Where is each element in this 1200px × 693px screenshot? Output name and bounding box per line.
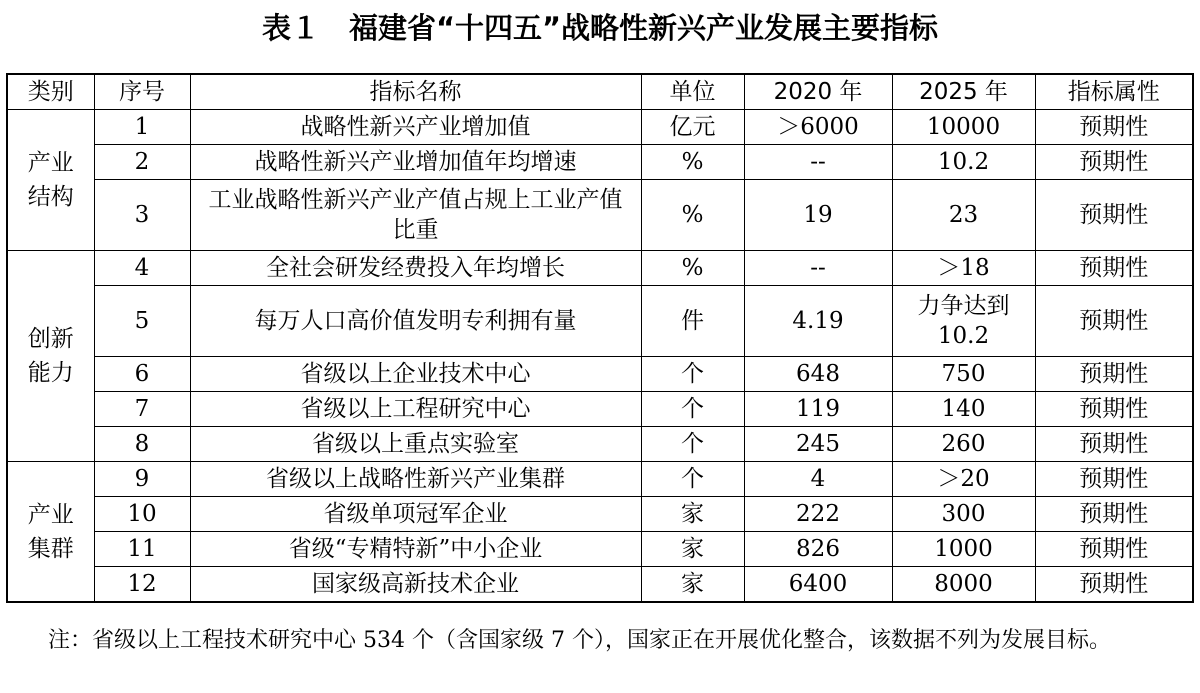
attribute-cell: 预期性 <box>1035 567 1193 603</box>
value-2025: 10.2 <box>892 145 1035 180</box>
unit-cell: 个 <box>641 427 744 462</box>
unit-cell: 个 <box>641 357 744 392</box>
value-2025: 1000 <box>892 532 1035 567</box>
table-row <box>7 145 1193 180</box>
table-note: 注：省级以上工程技术研究中心 534 个（含国家级 7 个），国家正在开展优化整合，该数据不列为发展目标。 <box>48 628 1111 653</box>
value-2020: 648 <box>744 357 892 392</box>
unit-cell: 个 <box>641 392 744 427</box>
table-row <box>7 392 1193 427</box>
row-number: 8 <box>94 427 190 462</box>
attribute-cell: 预期性 <box>1035 497 1193 532</box>
attribute-cell: 预期性 <box>1035 532 1193 567</box>
row-number: 6 <box>94 357 190 392</box>
value-2025: 23 <box>892 180 1035 251</box>
unit-cell: 亿元 <box>641 110 744 145</box>
category-cell <box>7 251 94 462</box>
unit-cell: % <box>641 251 744 286</box>
row-number: 12 <box>94 567 190 603</box>
table-row <box>7 427 1193 462</box>
value-2025: 8000 <box>892 567 1035 603</box>
attribute-cell: 预期性 <box>1035 286 1193 357</box>
indicator-name: 省级以上工程研究中心 <box>190 392 641 427</box>
header-attribute: 指标属性 <box>1035 74 1193 110</box>
row-number: 10 <box>94 497 190 532</box>
table-row <box>7 567 1193 603</box>
attribute-cell: 预期性 <box>1035 180 1193 251</box>
category-label: 产业 集群 <box>27 501 74 562</box>
row-number: 3 <box>94 180 190 251</box>
indicator-name: 省级单项冠军企业 <box>190 497 641 532</box>
table-header-row <box>7 74 1193 110</box>
indicator-table <box>6 73 1194 603</box>
unit-cell: % <box>641 180 744 251</box>
unit-cell: 个 <box>641 462 744 497</box>
value-2020: 119 <box>744 392 892 427</box>
table-row <box>7 180 1193 251</box>
value-2025: 750 <box>892 357 1035 392</box>
table-row <box>7 251 1193 286</box>
attribute-cell: 预期性 <box>1035 110 1193 145</box>
unit-cell: 件 <box>641 286 744 357</box>
header-unit: 单位 <box>641 74 744 110</box>
unit-cell: 家 <box>641 497 744 532</box>
value-2025: ＞18 <box>892 251 1035 286</box>
row-number: 7 <box>94 392 190 427</box>
table-row <box>7 286 1193 357</box>
value-2020: -- <box>744 145 892 180</box>
attribute-cell: 预期性 <box>1035 427 1193 462</box>
header-number: 序号 <box>94 74 190 110</box>
value-2020: 826 <box>744 532 892 567</box>
indicator-name: 省级“专精特新”中小企业 <box>190 532 641 567</box>
category-cell <box>7 110 94 251</box>
header-2020: 2020 年 <box>744 74 892 110</box>
table-title: 表１ 福建省“十四五”战略性新兴产业发展主要指标 <box>261 11 939 45</box>
value-2025: 260 <box>892 427 1035 462</box>
row-number: 1 <box>94 110 190 145</box>
attribute-cell: 预期性 <box>1035 357 1193 392</box>
table-row <box>7 357 1193 392</box>
row-number: 11 <box>94 532 190 567</box>
table-row <box>7 497 1193 532</box>
category-label: 产业 结构 <box>27 150 74 210</box>
table-row <box>7 532 1193 567</box>
indicator-name: 省级以上重点实验室 <box>190 427 641 462</box>
table-row <box>7 110 1193 145</box>
attribute-cell: 预期性 <box>1035 251 1193 286</box>
attribute-cell: 预期性 <box>1035 462 1193 497</box>
indicator-name: 省级以上企业技术中心 <box>190 357 641 392</box>
indicator-name: 战略性新兴产业增加值 <box>190 110 641 145</box>
row-number: 5 <box>94 286 190 357</box>
unit-cell: % <box>641 145 744 180</box>
header-indicator-name: 指标名称 <box>190 74 641 110</box>
row-number: 2 <box>94 145 190 180</box>
indicator-name: 战略性新兴产业增加值年均增速 <box>190 145 641 180</box>
value-2020: 245 <box>744 427 892 462</box>
indicator-name: 全社会研发经费投入年均增长 <box>190 251 641 286</box>
value-2025: 力争达到10.2 <box>892 286 1035 357</box>
header-category: 类别 <box>7 74 94 110</box>
row-number: 4 <box>94 251 190 286</box>
value-2020: 6400 <box>744 567 892 603</box>
value-2020: 4.19 <box>744 286 892 357</box>
value-2020: -- <box>744 251 892 286</box>
table-row <box>7 462 1193 497</box>
attribute-cell: 预期性 <box>1035 392 1193 427</box>
value-2025: 140 <box>892 392 1035 427</box>
category-cell <box>7 462 94 603</box>
value-2020: ＞6000 <box>744 110 892 145</box>
header-2025: 2025 年 <box>892 74 1035 110</box>
value-2025: 300 <box>892 497 1035 532</box>
indicator-name: 工业战略性新兴产业产值占规上工业产值比重 <box>190 180 641 251</box>
indicator-name: 省级以上战略性新兴产业集群 <box>190 462 641 497</box>
unit-cell: 家 <box>641 567 744 603</box>
indicator-name: 每万人口高价值发明专利拥有量 <box>190 286 641 357</box>
unit-cell: 家 <box>641 532 744 567</box>
value-2020: 19 <box>744 180 892 251</box>
value-2025: 10000 <box>892 110 1035 145</box>
value-2020: 222 <box>744 497 892 532</box>
value-2025: ＞20 <box>892 462 1035 497</box>
category-label: 创新 能力 <box>27 326 74 386</box>
attribute-cell: 预期性 <box>1035 145 1193 180</box>
value-2020: 4 <box>744 462 892 497</box>
indicator-name: 国家级高新技术企业 <box>190 567 641 603</box>
row-number: 9 <box>94 462 190 497</box>
